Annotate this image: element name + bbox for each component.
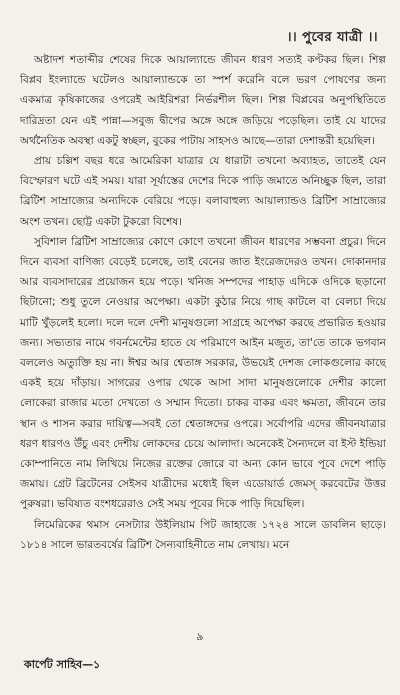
paragraph: প্রায় চল্লিশ বছর ধরে আমেরিকা যাত্রার যে ধারাটা তখনো অব্যাহত, তাতেই যেন বিস্ফোরণ ঘটে এই সময়। যারা সূর্যাস্তের দেশের দিকে পাড়ি জমাতে অনিচ্ছুক ছিল, তারা ব্রিটিশ সাম্রাজ্যের অন্যদিকে বেরিয়ে পড়ে। বলাবাহুল্য আয়াল্যান্ডও ব্রিটিশ সাম্রাজ্যের অংশ তখন। ছোট্ট একটা টুকরো বিশেষ। <box>20 155 386 228</box>
paragraph: অষ্টাদশ শতাব্দীর শেষের দিকে আয়াল্যান্ডে জীবন ধারণ সত্যই কণ্টকর ছিল। শিল্প বিপ্লব ইংল্যান্ডে ঘটেলও আয়াল্যান্ডকে তা স্পর্শ করেনি বলে ভরণ পোষণের জন্য একমাত্র কৃষিকাজের ওপরেই আইরিশরা নির্ভরশীল ছিল। শিল্প বিপ্লবের অনুপস্থিতিতে দারিদ্রতা যেন এই পান্না—সবুজ দ্বীপের অঙ্গে অঙ্গে জড়িয়ে পড়েছিল। তাই যে যাদের অর্থনৈতিক অবস্থা একটু স্বচ্ছল, বুকের পাটায় সাহসও আছে—তারা দেশান্তরী হয়েছিল। <box>20 54 386 147</box>
running-title: ।। পুবের যাত্রী ।। <box>286 30 378 45</box>
chapter-body <box>20 50 386 555</box>
signature-mark: কার্পেট সাহিব—১ <box>24 658 101 671</box>
paragraph: সুবিশাল ব্রিটিশ সাম্রাজ্যের কোণে কোণে তখনো জীবন ধারণের সম্ভবনা প্রচুর। দিনে দিনে ব্যবসা বাণিজ্য বেড়েই চলেছে, তাই বেনের জাত ইংরেজদেরও তখন। দোকানদার আর ব্যবসাদারের প্রয়োজন হয়ে পড়ে। খনিজ সম্পদের পাহাড় এদিকে ওদিকে ছড়ানো ছিটানো; শুধু তুলে নেওয়ার অপেক্ষা। একটা কুঠার নিয়ে গাছ কাটলে বা বেলচা দিয়ে মাটি খুঁড়লেই হলো। দলে দলে দেশী মানুষগুলো সাগ্রহে অপেক্ষা করছে প্রভারিত হওয়ার জন্য। সভ্যতার নামে গবর্নমেন্টের হাতে যে পরিমাণে আইন মজুত, তা'তে তাকে ভগবান বললেও অত্যুক্তি হয় না। ঈশ্বর আর শ্বেতাঙ্গ সরকার, উভয়েই দেশজ লোকগুলোর কাছে একই হয়ে দাঁড়ায়। সাগরের ওপার থেকে আসা সাদা মানুষগুলোকে দেশীর কালো লোকেরা রাজার মতো দেখতো ও সম্মান দিতো। চাকর বাকর এবং ক্ষমতা, জীবনে তার স্থান ও শাসন করার দায়িত্ব—সবই তো শ্বেতাঙ্গদের ওপরে। সর্বোপরি এদের জীবনযাত্রার ধরণ ধারণও উঁচু এবং দেশীয় লোকদের চেয়ে আলাদা। অনেকেই সৈন্যদলে বা ইস্ট ইন্ডিয়া কোম্পানিতে নাম লিখিয়ে নিজের রক্তের জোরে বা অন্য কোন ভাবে পূবে দেশে পাড়ি জমায়। গ্রেট ব্রিটেনের সেইসব যাত্রীদের মধ্যেই ছিল এডোয়ার্ড জেমস্ করবেটের উত্তর পুরুষরা। ভবিষ্যত বংশধরেরাও সেই সময় পূবের দিকে পাড়ি দিয়েছিল। <box>20 235 386 511</box>
paragraph: লিমেরিকের থমাস নেসট্যার উইলিয়াম পিট জাহাজে ১৭২৪ সালে ডাবলিন ছাড়ে। ১৮১৪ সালে ভারতবর্ষের ব্রিটিশ সৈন্যবাহিনীতে নাম লেখায়। মনে <box>20 518 386 551</box>
page-number: ৯ <box>196 630 204 643</box>
